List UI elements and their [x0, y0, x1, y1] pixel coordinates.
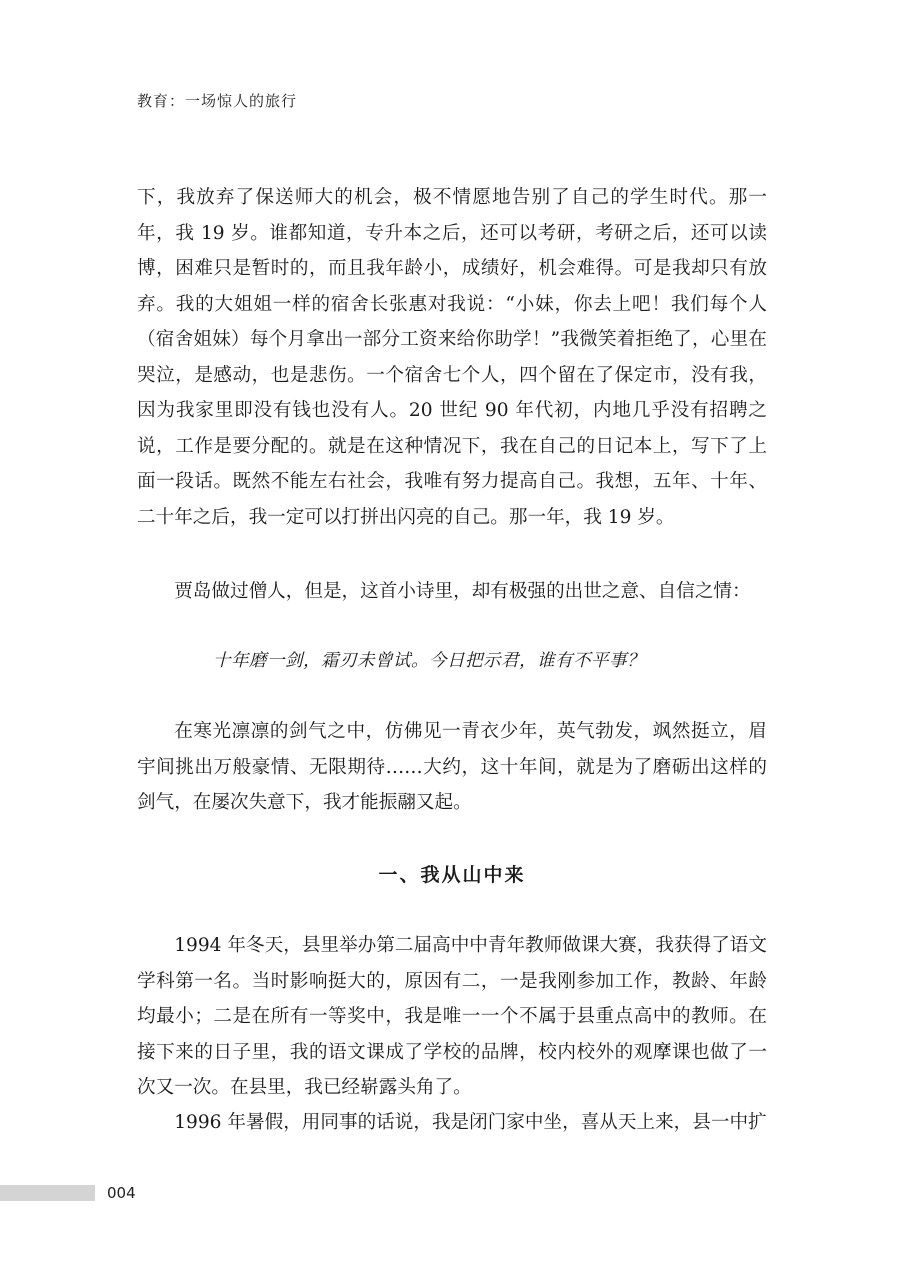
poem-quote: 十年磨一剑，霜刃未曾试。今日把示君，谁有不平事？	[213, 651, 645, 671]
poem-intro-paragraph: 贾岛做过僧人，但是，这首小诗里，却有极强的出世之意、自信之情：	[174, 581, 751, 602]
running-header-title: 教育：一场惊人的旅行	[137, 92, 298, 110]
paragraph-1996: 1996 年暑假，用同事的话说，我是闭门家中坐，喜从天上来，县一中扩	[174, 1112, 767, 1133]
page-number: 004	[107, 1184, 136, 1202]
paragraph-1994: 1994 年冬天，县里举办第二届高中中青年教师做课大赛，我获得了语文学科第一名。当时影响挺大的，原因有二，一是我刚参加工作，教龄、年龄均最小；二是在所有一等奖中，我是唯一一个不属于县重点高中的教师。在接下来的日子里，我的语文课成了学校的品牌，校内校外的观摩课也做了一次又一次。在县里，我已经崭露头角了。	[137, 935, 767, 1098]
section-heading: 一、我从山中来	[378, 864, 526, 886]
sword-paragraph: 在寒光凛凛的剑气之中，仿佛见一青衣少年，英气勃发，飒然挺立，眉宇间挑出万般豪情、无限期待……大约，这十年间，就是为了磨砺出这样的剑气，在屡次失意下，我才能振翮又起。	[137, 721, 767, 813]
footer-decorative-bar	[0, 1185, 95, 1201]
continued-paragraph: 下，我放弃了保送师大的机会，极不情愿地告别了自己的学生时代。那一年，我 19 岁。谁都知道，专升本之后，还可以考研，考研之后，还可以读博，困难只是暂时的，而且我年龄小，成绩好，机会难得。可是我却只有放弃。我的大姐姐一样的宿舍长张惠对我说：“小妹，你去上吧！我们每个人（宿舍姐妹）每个月拿出一部分工资来给你助学！”我微笑着拒绝了，心里在哭泣，是感动，也是悲伤。一个宿舍七个人，四个留在了保定市，没有我，因为我家里即没有钱也没有人。20 世纪 90 年代初，内地几乎没有招聘之说，工作是要分配的。就是在这种情况下，我在自己的日记本上，写下了上面一段话。既然不能左右社会，我唯有努力提高自己。我想，五年、十年、二十年之后，我一定可以打拼出闪亮的自己。那一年，我 19 岁。	[137, 187, 767, 528]
